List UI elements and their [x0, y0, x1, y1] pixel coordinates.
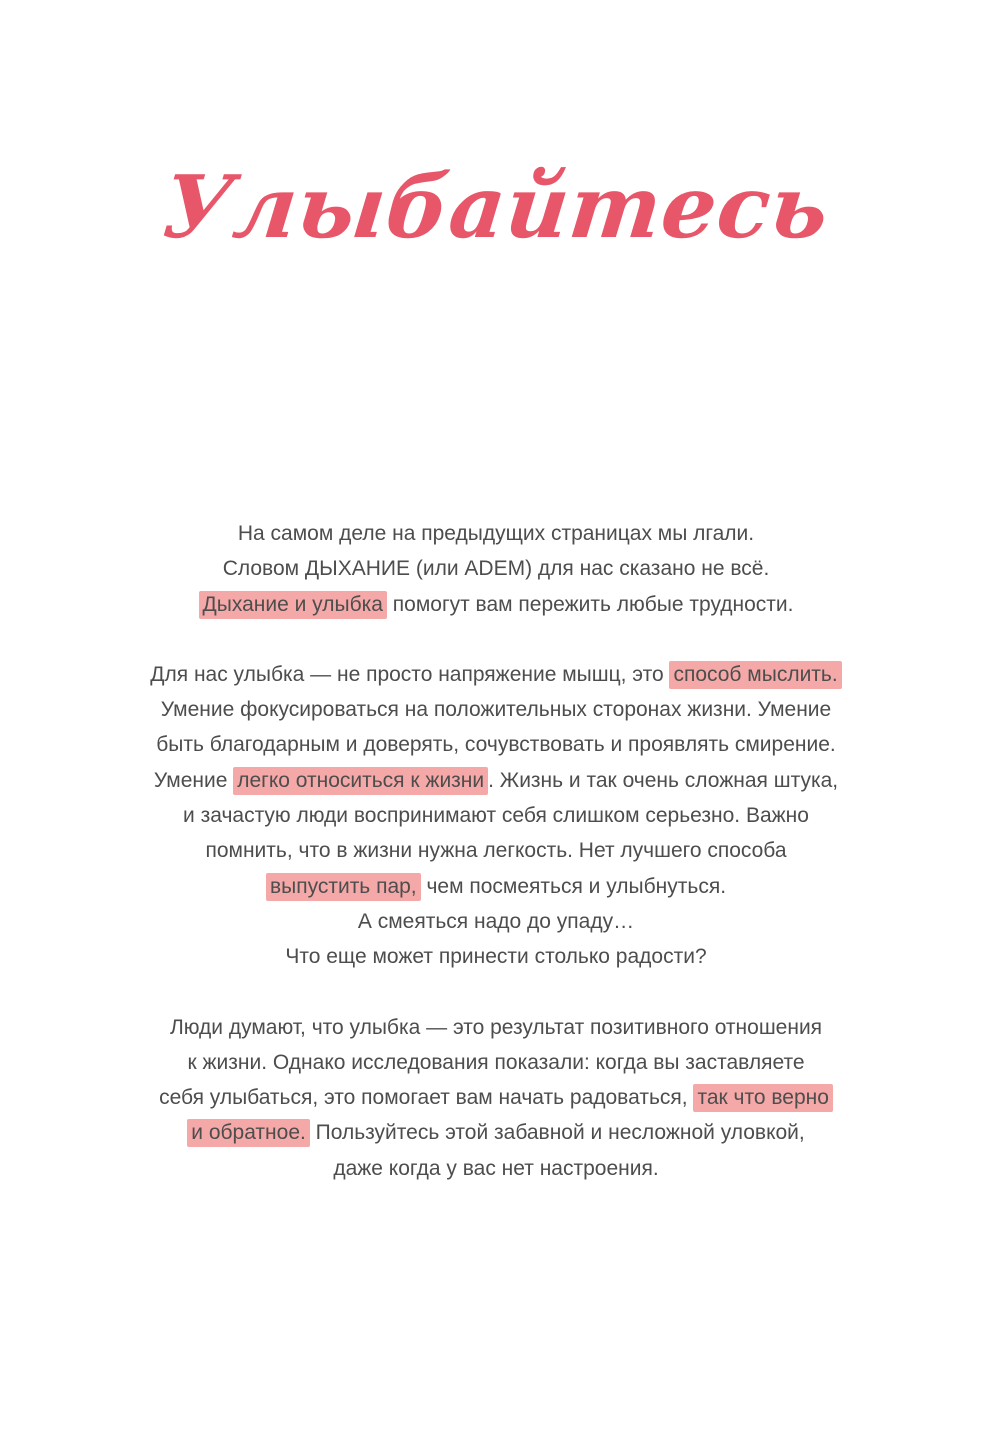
- text-segment: себя улыбаться, это помогает вам начать радоваться,: [159, 1086, 694, 1110]
- text-segment: Что еще может принести столько радости?: [285, 945, 707, 969]
- text-segment: На самом деле на предыдущих страницах мы лгали.: [237, 522, 755, 545]
- text-segment: Словом ДЫХАНИЕ (или ADEM) для нас сказано не всё.: [222, 557, 770, 581]
- text-line: [60, 551, 932, 586]
- highlighted-phrase: способ мыслить.: [669, 661, 841, 689]
- text-segment: Умение фокусироваться на положительных сторонах жизни. Умение: [160, 698, 832, 722]
- highlighted-phrase: и обратное.: [187, 1119, 310, 1147]
- text-line: [60, 587, 932, 622]
- body-text: [60, 516, 932, 1221]
- text-line: [60, 1010, 932, 1045]
- paragraph: [60, 657, 932, 975]
- highlighted-phrase: легко относиться к жизни: [233, 767, 488, 795]
- text-line: [60, 833, 932, 868]
- text-line: [60, 1080, 932, 1115]
- text-line: [60, 1151, 932, 1186]
- text-segment: чем посмеяться и улыбнуться.: [420, 874, 727, 898]
- text-segment: Пользуйтесь этой забавной и несложной уловкой,: [309, 1121, 805, 1145]
- text-line: [60, 1045, 932, 1080]
- text-segment: даже когда у вас нет настроения.: [333, 1156, 659, 1180]
- text-segment: Умение: [153, 768, 234, 792]
- text-line: [60, 727, 932, 762]
- text-line: [60, 869, 932, 904]
- text-segment: и зачастую люди воспринимают себя слишком серьезно. Важно: [183, 804, 809, 828]
- highlighted-phrase: Дыхание и улыбка: [199, 591, 387, 619]
- text-segment: помогут вам пережить любые трудности.: [386, 592, 794, 616]
- highlighted-phrase: так что верно: [693, 1084, 832, 1112]
- text-segment: . Жизнь и так очень сложная штука,: [488, 768, 839, 792]
- text-line: [60, 516, 932, 551]
- text-line: [60, 763, 932, 798]
- paragraph: [60, 1010, 932, 1186]
- paragraph: [60, 516, 932, 622]
- page-title: Улыбайтесь: [158, 157, 835, 258]
- text-line: [60, 904, 932, 939]
- text-segment: Для нас улыбка — не просто напряжение мышц, это: [150, 662, 670, 686]
- text-segment: быть благодарным и доверять, сочувствовать и проявлять смирение.: [156, 733, 836, 757]
- highlighted-phrase: выпустить пар,: [266, 873, 421, 901]
- text-line: [60, 939, 932, 974]
- text-line: [60, 657, 932, 692]
- text-segment: к жизни. Однако исследования показали: когда вы заставляете: [187, 1050, 805, 1074]
- text-line: [60, 798, 932, 833]
- text-line: [60, 1115, 932, 1150]
- text-segment: А смеяться надо до упаду…: [357, 909, 635, 933]
- text-segment: Люди думают, что улыбка — это результат позитивного отношения: [169, 1015, 823, 1039]
- text-segment: помнить, что в жизни нужна легкость. Нет лучшего способа: [205, 839, 787, 863]
- text-line: [60, 692, 932, 727]
